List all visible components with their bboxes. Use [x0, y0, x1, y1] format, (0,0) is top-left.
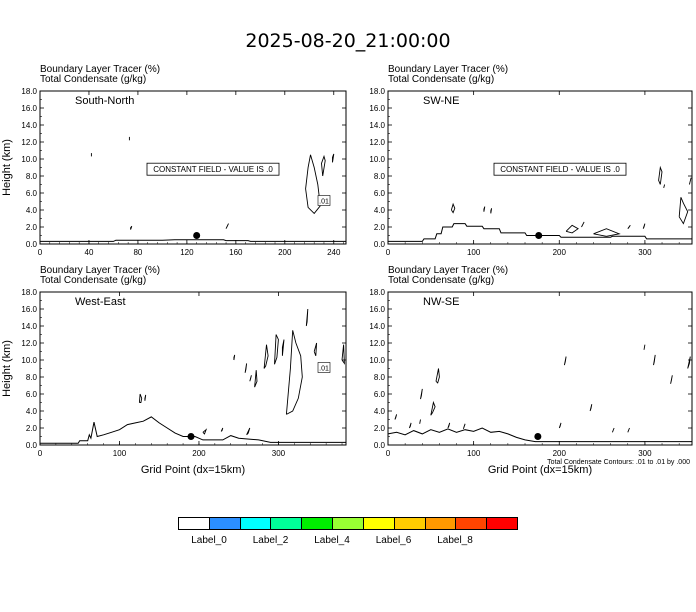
ytick-label: 4.0 [25, 407, 37, 416]
ytick-label: 4.0 [25, 206, 37, 215]
colorbar-labels [178, 535, 518, 551]
colorbar-swatch [210, 518, 241, 529]
ytick-label: 14.0 [21, 121, 37, 130]
xtick-label: 200 [552, 449, 566, 458]
panel-header-condensate: Total Condensate (g/kg) [388, 275, 495, 286]
condensate-contour [421, 389, 423, 399]
condensate-contour [234, 355, 235, 360]
xtick-label: 0 [37, 248, 43, 257]
x-axis-label: Grid Point (dx=15km) [140, 464, 246, 476]
ytick-label: 18.0 [369, 87, 385, 96]
condensate-contour [679, 197, 688, 223]
colorbar-label: Label_2 [252, 535, 289, 546]
xtick-label: 0 [385, 449, 391, 458]
condensate-contour [491, 208, 492, 213]
condensate-contour [566, 225, 578, 233]
ytick-label: 16.0 [369, 305, 385, 314]
ytick-label: 18.0 [369, 288, 385, 297]
ytick-label: 8.0 [25, 373, 37, 382]
panel-header-tracer: Boundary Layer Tracer (%) [40, 64, 161, 75]
ytick-label: 12.0 [21, 339, 37, 348]
condensate-contour [306, 309, 308, 326]
xtick-label: 300 [271, 449, 286, 458]
ytick-label: 6.0 [373, 390, 385, 399]
panel-south-north [1, 64, 346, 257]
condensate-contour [420, 420, 421, 424]
ytick-label: 12.0 [369, 339, 385, 348]
condensate-contour [264, 345, 268, 369]
colorbar-swatch [364, 518, 395, 529]
panel-nw-se [369, 265, 692, 476]
ytick-label: 0.0 [373, 441, 385, 450]
ytick-label: 12.0 [369, 138, 385, 147]
colorbar-swatch [302, 518, 333, 529]
colorbar-swatches [178, 517, 518, 530]
condensate-contour [654, 355, 656, 365]
ytick-label: 4.0 [373, 407, 385, 416]
xtick-label: 300 [638, 449, 652, 458]
condensate-contour [688, 357, 691, 369]
contour-label: .01 [319, 198, 329, 206]
colorbar-swatch [241, 518, 272, 529]
ytick-label: 2.0 [373, 223, 385, 232]
figure-title: 2025-08-20_21:00:00 [245, 30, 451, 52]
condensate-contour [463, 424, 465, 429]
colorbar-swatch [271, 518, 302, 529]
contour-footnote: Total Condensate Contours: .01 to .01 by .000 [547, 459, 690, 466]
location-marker [188, 433, 195, 440]
xtick-label: 100 [466, 248, 481, 257]
condensate-contour [484, 207, 485, 212]
condensate-contour [643, 224, 645, 229]
y-axis-label: Height (km) [1, 340, 13, 397]
xtick-label: 200 [192, 449, 206, 458]
condensate-contour [559, 423, 561, 428]
condensate-contour [409, 423, 411, 428]
colorbar-label: Label_4 [314, 535, 350, 546]
ytick-label: 16.0 [21, 104, 37, 113]
xtick-label: 0 [37, 449, 43, 458]
ytick-label: 2.0 [25, 424, 37, 433]
colorbar-swatch [487, 518, 517, 529]
ytick-label: 10.0 [21, 356, 37, 365]
colorbar-label: Label_8 [437, 535, 473, 546]
colorbar-swatch [456, 518, 487, 529]
ytick-label: 6.0 [373, 189, 385, 198]
ytick-label: 14.0 [369, 322, 385, 331]
xtick-label: 240 [327, 248, 341, 257]
condensate-contour [582, 222, 585, 227]
ytick-label: 18.0 [21, 288, 37, 297]
ytick-label: 18.0 [21, 87, 37, 96]
condensate-contour [612, 428, 614, 432]
condensate-contour [448, 423, 450, 428]
ytick-label: 14.0 [369, 121, 385, 130]
colorbar-swatch [426, 518, 457, 529]
panel-header-condensate: Total Condensate (g/kg) [40, 275, 147, 286]
colorbar [178, 517, 518, 549]
ytick-label: 8.0 [25, 172, 37, 181]
boundary-layer-line [40, 240, 346, 242]
panel-name: NW-SE [423, 296, 460, 308]
ytick-label: 2.0 [25, 223, 37, 232]
condensate-contour [431, 403, 435, 416]
condensate-contour [255, 370, 257, 387]
ytick-label: 0.0 [25, 240, 37, 249]
condensate-contour [322, 156, 326, 176]
condensate-contour [282, 340, 284, 356]
condensate-contour [395, 414, 397, 419]
ytick-label: 12.0 [21, 138, 37, 147]
xtick-label: 100 [466, 449, 481, 458]
condensate-contour [436, 369, 439, 383]
condensate-contour [342, 345, 344, 364]
ytick-label: 14.0 [21, 322, 37, 331]
constant-field-notice: CONSTANT FIELD - VALUE IS .0 [500, 165, 620, 175]
condensate-contour [131, 226, 132, 229]
xtick-label: 300 [638, 248, 652, 257]
ytick-label: 10.0 [369, 356, 385, 365]
panel-header-condensate: Total Condensate (g/kg) [388, 74, 495, 85]
ytick-label: 6.0 [25, 390, 37, 399]
panel-name: South-North [75, 95, 135, 107]
colorbar-label: Label_6 [375, 535, 412, 546]
condensate-contour [203, 430, 206, 434]
plot-frame [388, 292, 692, 445]
colorbar-swatch [179, 518, 210, 529]
constant-field-notice: CONSTANT FIELD - VALUE IS .0 [153, 165, 273, 175]
xtick-label: 160 [229, 248, 243, 257]
xtick-label: 80 [133, 248, 143, 257]
condensate-contour [314, 343, 316, 356]
condensate-contour [139, 394, 141, 403]
condensate-contour [628, 428, 630, 432]
panel-west-east [1, 265, 346, 476]
ytick-label: 16.0 [369, 104, 385, 113]
xtick-label: 100 [112, 449, 127, 458]
xtick-label: 40 [84, 248, 94, 257]
xtick-label: 0 [385, 248, 391, 257]
panel-sw-ne [369, 64, 692, 257]
condensate-contour [659, 168, 662, 185]
ytick-label: 6.0 [25, 189, 37, 198]
condensate-contour [628, 225, 631, 228]
panel-header-condensate: Total Condensate (g/kg) [40, 74, 147, 85]
condensate-contour [221, 428, 223, 431]
condensate-contour [590, 404, 592, 411]
ytick-label: 8.0 [373, 373, 385, 382]
condensate-contour [286, 330, 302, 414]
ytick-label: 0.0 [373, 240, 385, 249]
ytick-label: 4.0 [373, 206, 385, 215]
condensate-contour [247, 428, 250, 435]
xtick-label: 120 [180, 248, 194, 257]
ytick-label: 2.0 [373, 424, 385, 433]
condensate-contour [671, 375, 673, 384]
condensate-contour [644, 345, 645, 350]
xtick-label: 200 [552, 248, 566, 257]
condensate-contour [564, 357, 566, 366]
location-marker [534, 433, 541, 440]
condensate-contour [451, 204, 454, 213]
condensate-contour [664, 185, 665, 188]
ytick-label: 8.0 [373, 172, 385, 181]
y-axis-label: Height (km) [1, 139, 13, 196]
ytick-label: 0.0 [25, 441, 37, 450]
condensate-contour [689, 178, 691, 185]
ytick-label: 16.0 [21, 305, 37, 314]
location-marker [535, 232, 542, 239]
panel-header-tracer: Boundary Layer Tracer (%) [388, 265, 509, 276]
condensate-contour [275, 335, 279, 365]
colorbar-swatch [333, 518, 364, 529]
panel-header-tracer: Boundary Layer Tracer (%) [40, 265, 161, 276]
condensate-contour [145, 395, 146, 401]
contour-label: .01 [319, 365, 329, 373]
x-axis-label: Grid Point (dx=15km) [487, 464, 593, 476]
colorbar-label: Label_0 [191, 535, 227, 546]
xtick-label: 200 [278, 248, 292, 257]
ytick-label: 10.0 [21, 155, 37, 164]
condensate-contour [594, 229, 620, 237]
panel-header-tracer: Boundary Layer Tracer (%) [388, 64, 509, 75]
plot-frame [40, 292, 346, 445]
condensate-contour [333, 154, 334, 163]
location-marker [193, 232, 200, 239]
panel-name: West-East [75, 296, 126, 308]
condensate-contour [226, 224, 229, 229]
condensate-contour [245, 363, 247, 372]
colorbar-swatch [395, 518, 426, 529]
ytick-label: 10.0 [369, 155, 385, 164]
condensate-contour [250, 375, 252, 381]
panel-name: SW-NE [423, 95, 460, 107]
